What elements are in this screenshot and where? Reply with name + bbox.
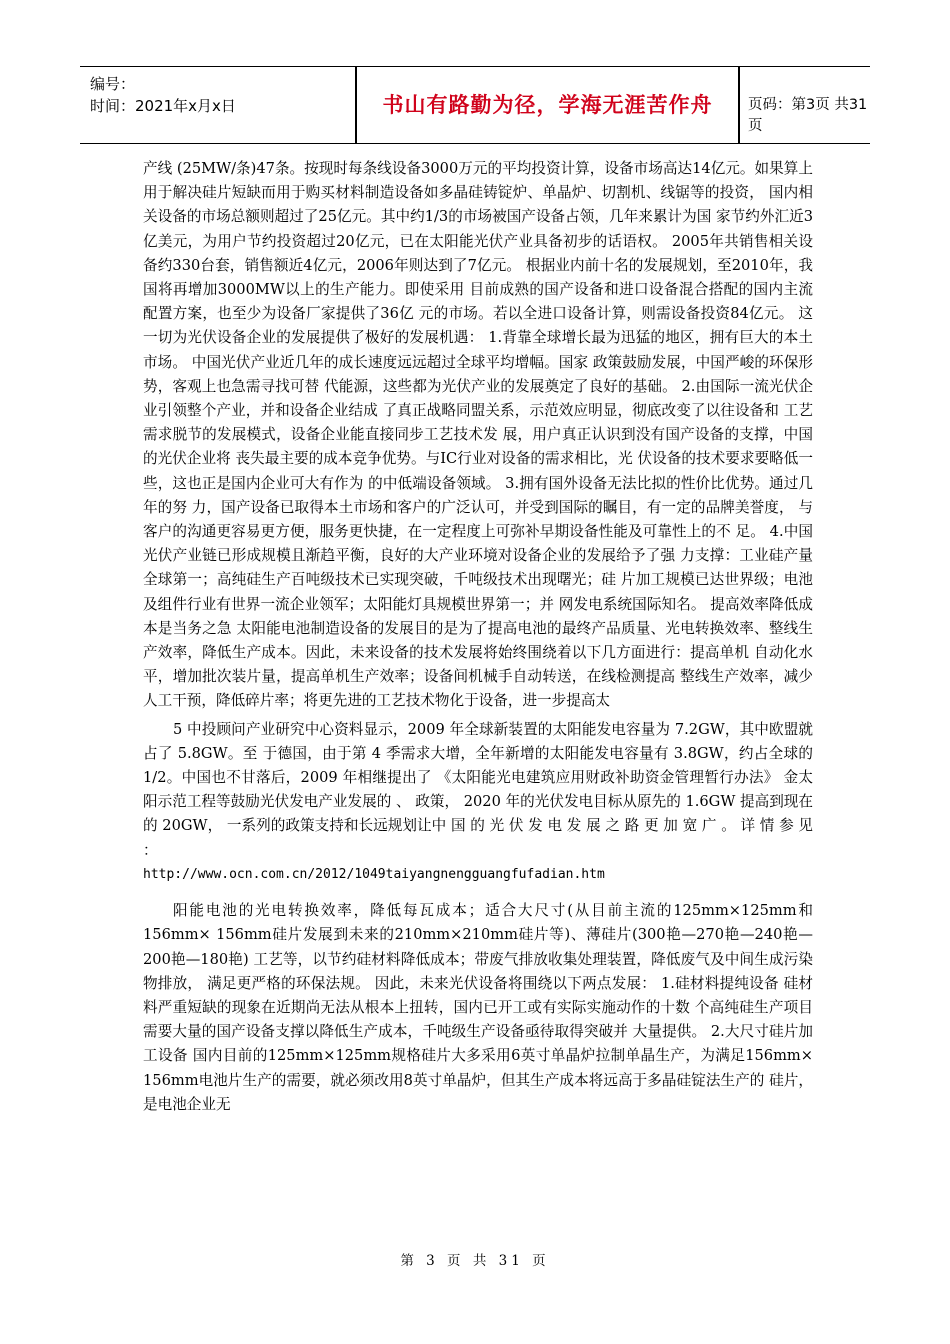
body-paragraph: 产线 (25MW/条)47条。按现时每条线设备3000万元的平均投资计算，设备市场高达14亿元。如果算上 用于解决硅片短缺而用于购买材料制造设备如多晶硅铸锭炉、单晶炉、切割机、线锯等的投资， 国内相关设备的市场总额则超过了25亿元。其中约1/3的市场被国产设备占领，几年来累计为国 家节约外汇近3亿美元，为用户节约投资超过20亿元，已在太阳能光伏产业具备初步的话语权。 2005年共销售相关设备约330台套，销售额近4亿元，2006年则达到了7亿元。 根据业内前十名的发展规划，至2010年，我国将再增加3000MW以上的生产能力。即使采用 目前成熟的国产设备和进口设备混合搭配的国内主流配置方案，也至少为设备厂家提供了36亿 元的市场。若以全进口设备计算，则需设备投资84亿元。 这一切为光伏设备企业的发展提供了极好的发展机遇： 1.背靠全球增长最为迅猛的地区，拥有巨大的本土市场。 中国光伏产业近几年的成长速度远远超过全球平均增幅。国家 政策鼓励发展，中国严峻的环保形势，客观上也急需寻找可替 代能源，这些都为光伏产业的发展奠定了良好的基础。 2.由国际一流光伏企业引领整个产业，并和设备企业结成 了真正战略同盟关系，示范效应明显，彻底改变了以往设备和 工艺需求脱节的发展模式，设备企业能直接同步工艺技术发 展，用户真正认识到没有国产设备的支撑，中国的光伏企业将 丧失最主要的成本竞争优势。与IC行业对设备的需求相比，光 伏设备的技术要求要略低一些，这也正是国内企业可大有作为 的中低端设备领域。 3.拥有国外设备无法比拟的性价比优势。通过几年的努 力，国产设备已取得本土市场和客户的广泛认可，并受到国际的瞩目，有一定的品牌美誉度， 与客户的沟通更容易更方便，服务更快捷，在一定程度上可弥补早期设备性能及可靠性上的不 足。 4.中国光伏产业链已形成规模且渐趋平衡，良好的大产业环境对设备企业的发展给予了强 力支撑：工业硅产量全球第一；高纯硅生产百吨级技术已实现突破，千吨级技术出现曙光；硅 片加工规模已达世界级；电池及组件行业有世界一流企业领军；太阳能灯具规模世界第一；并 网发电系统国际知名。 提高效率降低成本是当务之急 太阳能电池制造设备的发展目的是为了提高电池的最终产品质量、光电转换效率、整线生产效率，降低生产成本。因此，未来设备的技术发展将始终围绕着以下几方面进行：提高单机 自动化水平，增加批次装片量，提高单机生产效率；设备间机械手自动转送，在线检测提高 整线生产效率，减少人工干预，降低碎片率；将更先进的工艺技术物化于设备，进一步提高太 — [143, 160, 813, 710]
document-time-label: 时间：2021年x月x日 — [90, 97, 236, 115]
footer-page-number: 第 3 页 共 31 页 — [400, 1253, 550, 1269]
header-page-info: 页码：第3页 共31页 — [748, 97, 868, 134]
header-meta — [90, 73, 236, 117]
body-paragraph: 5 中投顾问产业研究中心资料显示，2009 年全球新装置的太阳能发电容量为 7.2GW，其中欧盟就占了 5.8GW。至 于德国，由于第 4 季需求大增，全年新增的太阳能发电容量有 3.8GW，约占全球的 1/2。中国也不甘落后，2009 年相继提出了 《太阳能光电建筑应用财政补助资金管理暂行办法》 金太阳示范工程等鼓励光伏发电产业发展的 、 政策， 2020 年的光伏发电目标从原先的 1.6GW 提高到现在的 20GW， 一系列的政策支持和长远规划让中 国 的 光 伏 发 电 发 展 之 路 更 加 宽 广 。 详 情 参 见 ： — [143, 720, 813, 859]
document-number-label: 编号： — [90, 75, 136, 93]
page-footer — [0, 1249, 950, 1269]
header-motto: 书山有路勤为径，学海无涯苦作舟 — [382, 93, 713, 117]
header-divider — [738, 67, 740, 143]
reference-link[interactable]: http://www.ocn.com.cn/2012/1049taiyangnengguangfufadian.htm — [143, 866, 605, 882]
body-paragraph: 阳能电池的光电转换效率，降低每瓦成本；适合大尺寸(从目前主流的125mm×125mm和156mm× 156mm硅片发展到未来的210mm×210mm硅片等)、薄硅片(300艳—270艳—240艳—200艳—180艳) 工艺等，以节约硅材料降低成本；带废气排放收集处理装置，降低废气及中间生成污染物排放， 满足更严格的环保法规。 因此，未来光伏设备将围绕以下两点发展： 1.硅材料提纯设备 硅材料严重短缺的现象在近期尚无法从根本上扭转，国内已开工或有实际实施动作的十数 个高纯硅生产项目需要大量的国产设备支撑以降低生产成本，千吨级生产设备亟待取得突破并 大量提供。 2.大尺寸硅片加工设备 国内目前的125mm×125mm规格硅片大多采用6英寸单晶炉拉制单晶生产，为满足156mm× 156mm电池片生产的需要，就必须改用8英寸单晶炉，但其生产成本将远高于多晶硅锭法生产的 硅片，是电池企业无 — [143, 902, 813, 1113]
document-body — [143, 157, 813, 1117]
page-header — [80, 66, 870, 144]
